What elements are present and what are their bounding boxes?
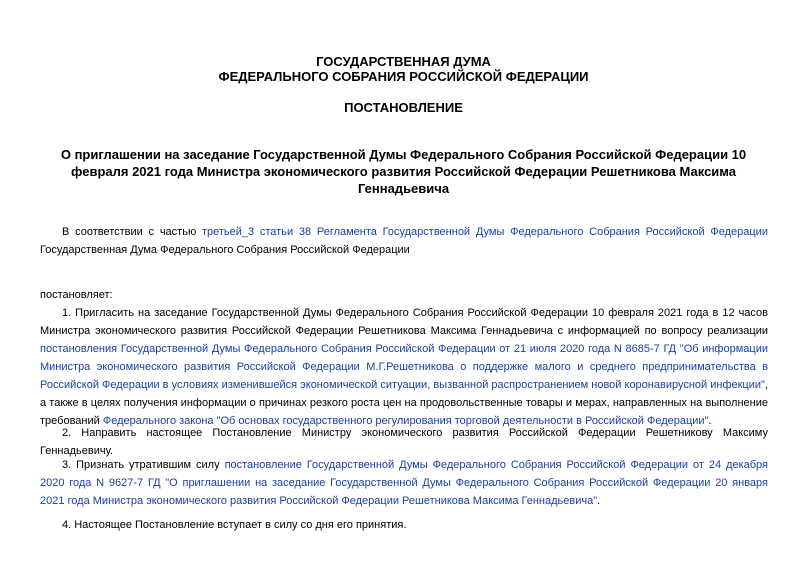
item-3-text-end: . — [597, 495, 601, 507]
item-1-text-end: . — [708, 415, 712, 427]
item-2: 2. Направить настоящее Постановление Министру экономического развития Российской Федерации Решетникову Максиму Геннадьевичу. — [40, 427, 768, 457]
document-title: О приглашении на заседание Государственной Думы Федерального Собрания Российской Федерации 10 февраля 2021 года Министра экономического развития Российской Федерации Решетникова Максима Геннадьевича — [60, 147, 747, 196]
decree-word: постановляет: — [40, 289, 113, 301]
item-1-text-middle: , а также в целях получения информации о причинах резкого роста цен на продовольственные товары и мерах, направленных на выполнение требований — [40, 379, 768, 427]
item-4: 4. Настоящее Постановление вступает в силу со дня его принятия. — [62, 519, 407, 531]
document-type: ПОСТАНОВЛЕНИЕ — [344, 100, 463, 115]
preamble-text-end: Государственная Дума Федерального Собрания Российской Федерации — [40, 244, 410, 256]
preamble-text: В соответствии с частью — [62, 226, 202, 238]
preamble — [40, 223, 768, 259]
regulation-link[interactable]: третьей_3 статьи 38 Регламента Государственной Думы Федерального Собрания Российской Федерации — [201, 226, 768, 238]
resolution-8685-link[interactable]: постановления Государственной Думы Федерального Собрания Российской Федерации от 21 июля 2020 года N 8685-7 ГД "Об информации Министра экономического развития Российской Федерации М.Г.Решетникова о поддержке малого и среднего предпринимательства в Российской Федерации в условиях изменившейся экономической ситуации, вызванной распространением новой коронавирусной инфекции" — [40, 343, 768, 391]
item-3 — [40, 456, 768, 510]
federal-law-link[interactable]: Федерального закона "Об основах государственного регулирования торговой деятельности в Российской Федерации" — [102, 415, 709, 427]
header-line-2: ФЕДЕРАЛЬНОГО СОБРАНИЯ РОССИЙСКОЙ ФЕДЕРАЦИИ — [218, 69, 589, 84]
header-line-1: ГОСУДАРСТВЕННАЯ ДУМА — [316, 54, 491, 69]
item-1-text: 1. Пригласить на заседание Государственной Думы Федерального Собрания Российской Федерации 10 февраля 2021 года в 12 часов Министра экономического развития Российской Федерации Решетникова Максима Геннадьевича с информацией по вопросу реализации — [40, 307, 768, 337]
resolution-9627-link[interactable]: постановление Государственной Думы Федерального Собрания Российской Федерации от 24 декабря 2020 года N 9627-7 ГД "О приглашении на заседание Государственной Думы Федерального Собрания Российской Федерации 20 января 2021 года Министра экономического развития Российской Федерации Решетникова Максима Геннадьевича" — [40, 459, 768, 507]
item-1 — [40, 304, 768, 430]
item-3-text: 3. Признать утратившим силу — [62, 459, 225, 471]
